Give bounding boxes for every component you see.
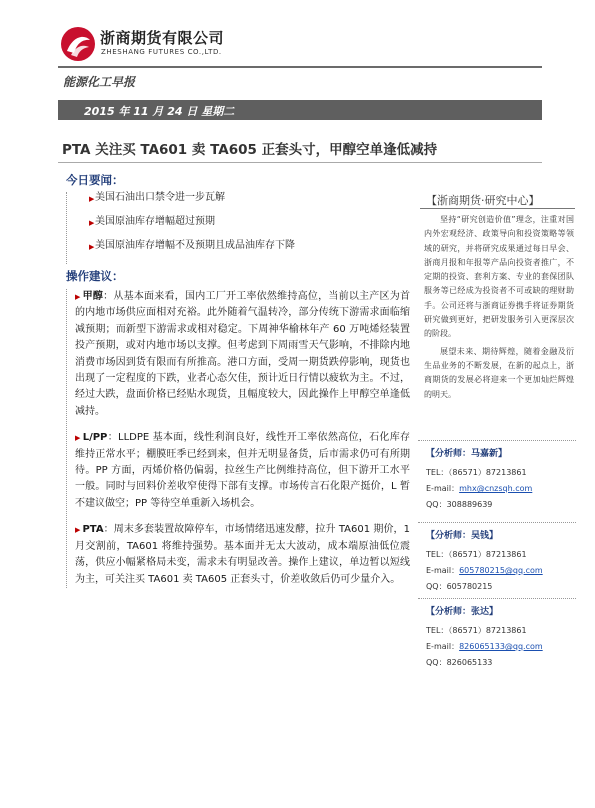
company-name-en: ZHESHANG FUTURES CO.,LTD. xyxy=(101,48,222,56)
analyst-email-link[interactable]: 826065133@qq.com xyxy=(459,642,543,651)
analyst-email-link[interactable]: 605780215@qq.com xyxy=(459,566,543,575)
analyst-qq: QQ：826065133 xyxy=(426,658,493,667)
company-name-cn: 浙商期货有限公司 xyxy=(100,29,225,47)
analyst-name: 【分析师：张达】 xyxy=(426,607,499,617)
advice-text: ：周末多套装置故障停车，市场情绪迅速发酵，拉升 TA601 期价，1 月交割前，TA601 将维持强势。基本面并无太大波动，成本端原油低位震荡，供应小幅紧格局未变，需求未有明显改善。操作上建议，单边暂以短线为主，可关注买 TA601 卖 TA605 正套头寸，价差收敛后仍可少量介入。 xyxy=(75,524,410,585)
report-type: 能源化工早报 xyxy=(63,75,136,89)
analyst-name: 【分析师：马嘉新】 xyxy=(426,449,508,459)
analyst-qq: QQ：308889639 xyxy=(426,500,493,509)
report-title: PTA 关注买 TA601 卖 TA605 正套头寸，甲醇空单逢低减持 xyxy=(62,142,438,158)
triangle-bullet-icon: ▶ xyxy=(75,293,81,301)
email-label: E-mail： xyxy=(426,642,460,651)
sidebar-divider xyxy=(420,208,575,209)
sidebar-intro xyxy=(424,213,574,405)
analyst-tel: TEL：（86571）87213861 xyxy=(426,550,527,559)
news-item xyxy=(67,216,410,240)
advice-text: ：从基本面来看，国内工厂开工率依然维持高位，当前以主产区为首的内地市场供应面相对充裕。此外随着气温转冷，部分传统下游需求面临缩减预期；而新型下游需求或相对稳定。下周神华榆林年产 60 万吨烯烃装置投产预期，或对内地市场以支撑。但考虑到下周雨雪天气影响，不排除内地消费市场因到货有限而有所推高。港口方面，受周一期货跌停影响，现货也出现了一定程度的下跌，业者心态欠佳，预计近日行情以疲软为主。不过，经过大跌，盘面价格已经贴水现货，且幅度较大，因此操作上甲醇空单逢低减持。 xyxy=(75,291,411,417)
analyst-tel: TEL：（86571）87213861 xyxy=(426,626,527,635)
analyst-email-row xyxy=(426,483,576,499)
advice-paragraph-lpp xyxy=(75,430,410,512)
analyst-card xyxy=(418,440,576,528)
sidebar-title: 【浙商期货·研究中心】 xyxy=(426,194,540,207)
triangle-bullet-icon: ▶ xyxy=(75,434,81,443)
advice-product: 甲醇 xyxy=(82,291,104,302)
news-text: 美国石油出口禁令进一步瓦解 xyxy=(95,192,225,203)
advice-heading: 操作建议： xyxy=(66,269,124,283)
analyst-email-row xyxy=(426,565,576,581)
email-label: E-mail： xyxy=(426,484,460,493)
triangle-bullet-icon: ▶ xyxy=(89,195,95,203)
news-item xyxy=(67,192,410,216)
news-item xyxy=(67,240,410,264)
advice-text: ：LLDPE 基本面，线性利润良好，线性开工率依然高位，石化库存维持正常水平；棚膜旺季已经到来，但并无明显备货，后市需求仍可有所期待。PP 方面，丙烯价格仍偏弱，拉丝生产比例维持高位，但下游开工水平一般。同时与回料价差收窄使得下部有支撑。市场传言石化限产挺价，L 暂不建议做空；PP 等待空单重新入场机会。 xyxy=(75,432,411,509)
analyst-card xyxy=(418,522,576,610)
triangle-bullet-icon: ▶ xyxy=(89,219,95,227)
advice-product: L/PP xyxy=(82,432,108,444)
advice-paragraph-pta xyxy=(75,522,410,588)
header-divider xyxy=(58,66,542,68)
advice-section xyxy=(66,289,410,588)
main-content xyxy=(66,172,410,598)
analyst-name: 【分析师：吴钱】 xyxy=(426,531,499,541)
company-logo-icon xyxy=(58,24,98,64)
sidebar-paragraph: 坚持“研究创造价值”理念，注重对国内外宏观经济、政策导向和投资策略等领域的研究，并将研究成果通过每日早会、浙商月报和年报等产品向投资者推广，不定期的投资、套利方案、专业的套保团队服务等已经成为投资者不可或缺的理财助手。公司还将与浙商证券携手将证券期货研究做到更好，把研发服务引入更深层次的阶段。 xyxy=(424,215,574,339)
advice-paragraph-methanol xyxy=(75,289,410,420)
email-label: E-mail： xyxy=(426,566,460,575)
news-list xyxy=(66,192,410,264)
date-bar xyxy=(58,100,542,120)
analyst-qq: QQ：605780215 xyxy=(426,582,493,591)
advice-product: PTA xyxy=(82,524,104,536)
news-heading: 今日要闻： xyxy=(66,173,124,187)
analyst-card xyxy=(418,598,576,686)
analyst-email-row xyxy=(426,641,576,657)
triangle-bullet-icon: ▶ xyxy=(89,243,95,251)
analyst-tel: TEL：（86571）87213861 xyxy=(426,468,527,477)
news-text: 美国原油库存增幅不及预期且成品油库存下降 xyxy=(95,240,295,251)
sidebar-paragraph: 展望未来、期待辉煌，随着金融及衍生品业务的不断发展，在新的起点上，浙商期货的发展必将迎来一个更加灿烂辉煌的明天。 xyxy=(424,346,574,399)
news-text: 美国原油库存增幅超过预期 xyxy=(95,216,215,227)
triangle-bullet-icon: ▶ xyxy=(75,526,81,535)
report-date: 2015 年 11 月 24 日 星期二 xyxy=(84,105,235,118)
analyst-email-link[interactable]: mhx@cnzsqh.com xyxy=(459,484,533,493)
title-divider xyxy=(58,162,542,163)
